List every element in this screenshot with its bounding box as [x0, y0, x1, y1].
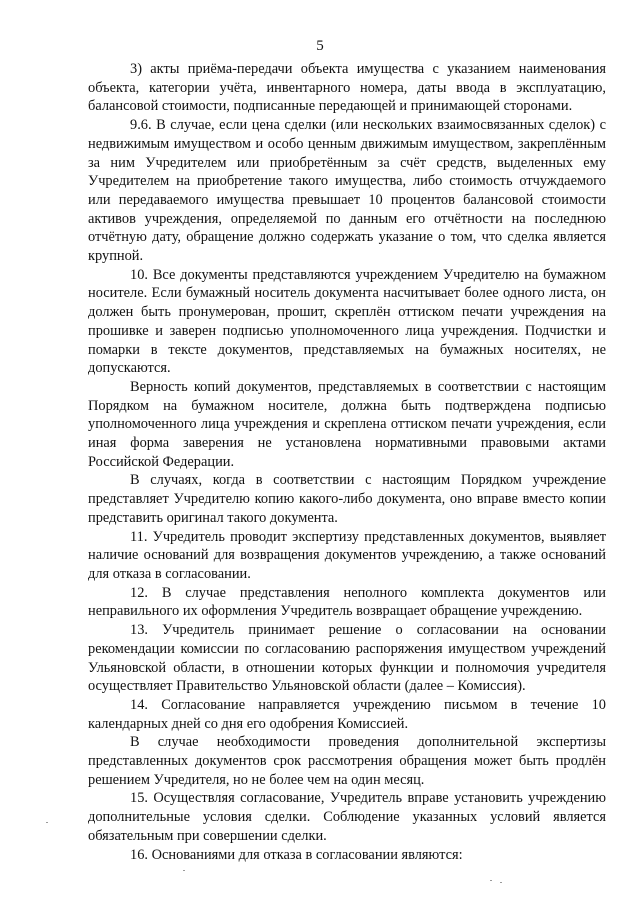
- paragraph-extension: В случае необходимости проведения дополнительной экспертизы представленных документов срок рассмотрения обращения может быть продлён решением Учредителя, но не более чем на один месяц.: [88, 734, 606, 788]
- paragraph-original-instead-of-copy: В случаях, когда в соответствии с настоящим Порядком учреждение представляет Учредителю копию какого-либо документа, оно вправе вместо копии представить оригинал такого документа.: [88, 472, 606, 526]
- scan-speck: [46, 822, 48, 823]
- paragraph-15: 15. Осуществляя согласование, Учредитель вправе установить учреждению дополнительные условия сделки. Соблюдение указанных условий является обязательным при совершении сделки.: [88, 790, 606, 844]
- scan-speck: [183, 870, 185, 871]
- document-body: [88, 60, 606, 864]
- paragraph-11: 11. Учредитель проводит экспертизу представленных документов, выявляет наличие оснований для возвращения документов учреждению, а также оснований для отказа в согласовании.: [88, 528, 606, 582]
- paragraph-acts-transfer: 3) акты приёма-передачи объекта имущества с указанием наименования объекта, категории учёта, инвентарного номера, даты ввода в эксплуатацию, балансовой стоимости, подписанные передающей и принимающей сторонами.: [88, 61, 606, 115]
- paragraph-14: 14. Согласование направляется учреждению письмом в течение 10 календарных дней со дня его одобрения Комиссией.: [88, 696, 606, 732]
- paragraph-10: 10. Все документы представляются учреждением Учредителю на бумажном носителе. Если бумажный носитель документа насчитывает более одного листа, он должен быть пронумерован, прошит, скреплён оттиском печати учреждения на прошивке и заверен подписью уполномоченного лица учреждения. Подчистки и помарки в тексте документов, представляемых на бумажных носителях, не допускаются.: [88, 266, 606, 377]
- paragraph-9-6: 9.6. В случае, если цена сделки (или нескольких взаимосвязанных сделок) с недвижимым имуществом и особо ценным движимым имуществом, закреплённым за ним Учредителем или приобретённым за счёт средств, выделенных ему Учредителем на приобретение такого имущества, либо стоимость отчуждаемого или передаваемого имущества превышает 10 процентов балансовой стоимости активов учреждения, определяемой по данным его отчётности на последнюю отчётную дату, обращение должно содержать указание о том, что сделка является крупной.: [88, 117, 606, 265]
- page-number: 5: [316, 38, 324, 54]
- scan-speck: [500, 882, 502, 883]
- paragraph-16: 16. Основаниями для отказа в согласовании являются:: [130, 846, 463, 863]
- paragraph-13: 13. Учредитель принимает решение о согласовании на основании рекомендации комиссии по согласованию распоряжения имуществом учреждений Ульяновской области, в отношении которых функции и полномочия учредителя осуществляет Правительство Ульяновской области (далее – Комиссия).: [88, 622, 606, 695]
- paragraph-copies-verification: Верность копий документов, представляемых в соответствии с настоящим Порядком на бумажном носителе, должна быть подтверждена подписью уполномоченного лица учреждения и скреплена оттиском печати учреждения, если иная форма заверения не установлена нормативными правовыми актами Российской Федерации.: [88, 378, 606, 470]
- scan-speck: [490, 880, 492, 881]
- paragraph-12: 12. В случае представления неполного комплекта документов или неправильного их оформления Учредитель возвращает обращение учреждению.: [88, 584, 606, 620]
